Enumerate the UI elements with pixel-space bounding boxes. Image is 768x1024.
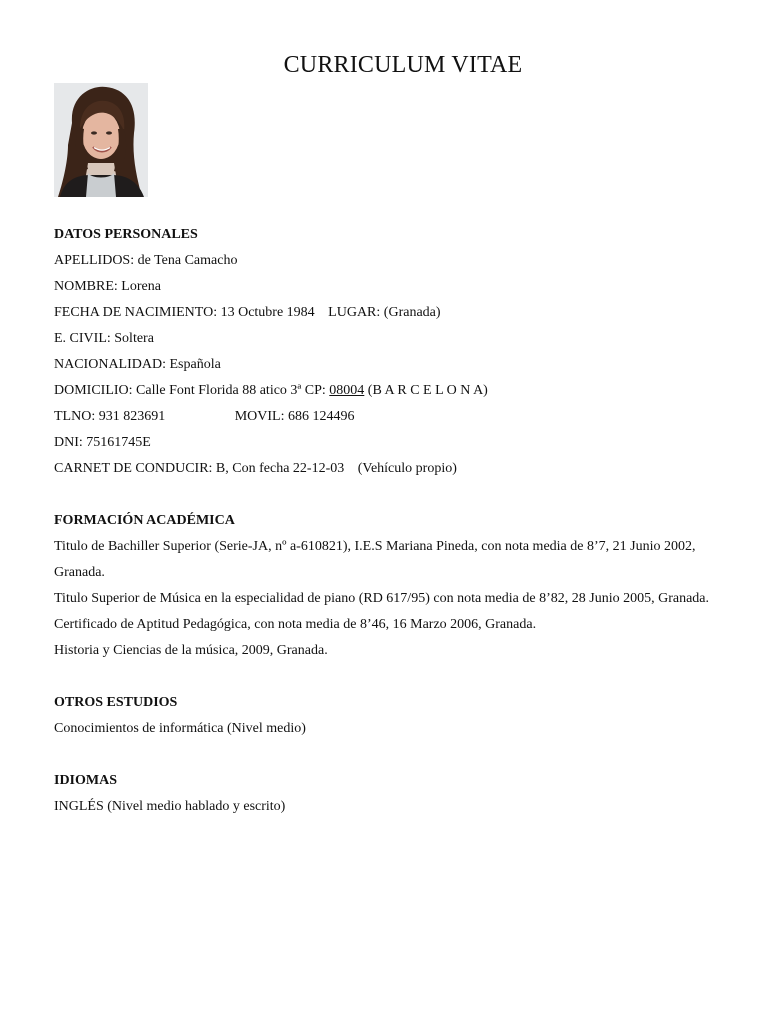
birthdate-label: FECHA DE NACIMIENTO: <box>54 305 218 320</box>
phone-label: TLNO: <box>54 409 96 424</box>
postal-code: 08004 <box>329 383 365 398</box>
civil-status-label: E. CIVIL: <box>54 331 111 346</box>
phone-line <box>54 404 724 430</box>
document-title: CURRICULUM VITAE <box>283 52 523 78</box>
address-city: (B A R C E L O N A) <box>367 383 488 398</box>
birthdate-value: 13 Octubre 1984 <box>220 305 315 320</box>
education-heading: FORMACIÓN ACADÉMICA <box>54 513 235 528</box>
nationality-line <box>54 352 724 378</box>
id-line <box>54 430 724 456</box>
address-label: DOMICILIO: <box>54 383 133 398</box>
name-label: NOMBRE: <box>54 279 118 294</box>
name-line <box>54 274 724 300</box>
mobile-label: MOVIL: <box>234 409 285 424</box>
personal-data-section <box>54 222 724 482</box>
name-value: Lorena <box>121 279 161 294</box>
language-item: INGLÉS (Nivel medio hablado y escrito) <box>54 799 286 814</box>
education-section <box>54 508 724 664</box>
address-line <box>54 378 724 404</box>
vehicle-note: (Vehículo propio) <box>357 461 457 476</box>
birth-line <box>54 300 724 326</box>
id-value: 75161745E <box>86 435 151 450</box>
driving-license-label: CARNET DE CONDUCIR: <box>54 461 213 476</box>
personal-data-heading: DATOS PERSONALES <box>54 227 198 242</box>
education-item: Titulo de Bachiller Superior (Serie-JA, nº a-610821), I.E.S Mariana Pineda, con nota media de 8’7, 21 Junio 2002, Granada. <box>54 539 696 580</box>
driving-license-value: B, Con fecha 22-12-03 <box>215 461 345 476</box>
cv-content <box>54 222 724 846</box>
portrait-photo-icon <box>54 83 148 197</box>
id-label: DNI: <box>54 435 83 450</box>
driving-license-line <box>54 456 724 482</box>
education-item: Titulo Superior de Música en la especialidad de piano (RD 617/95) con nota media de 8’82, 28 Junio 2005, Granada. <box>54 591 710 606</box>
birthplace-label: LUGAR: <box>328 305 381 320</box>
other-studies-item: Conocimientos de informática (Nivel medio) <box>54 721 306 736</box>
other-studies-heading: OTROS ESTUDIOS <box>54 695 178 710</box>
education-item: Certificado de Aptitud Pedagógica, con nota media de 8’46, 16 Marzo 2006, Granada. <box>54 617 537 632</box>
education-item: Historia y Ciencias de la música, 2009, Granada. <box>54 643 328 658</box>
civil-status-value: Soltera <box>114 331 154 346</box>
languages-section <box>54 768 724 820</box>
birthplace-value: (Granada) <box>383 305 441 320</box>
surname-value: de Tena Camacho <box>137 253 238 268</box>
surname-line <box>54 248 724 274</box>
civil-status-line <box>54 326 724 352</box>
phone-value: 931 823691 <box>98 409 166 424</box>
address-value: Calle Font Florida 88 atico 3ª CP: <box>136 383 326 398</box>
surname-label: APELLIDOS: <box>54 253 135 268</box>
nationality-value: Española <box>169 357 221 372</box>
other-studies-section <box>54 690 724 742</box>
mobile-value: 686 124496 <box>288 409 355 424</box>
nationality-label: NACIONALIDAD: <box>54 357 166 372</box>
languages-heading: IDIOMAS <box>54 773 118 788</box>
